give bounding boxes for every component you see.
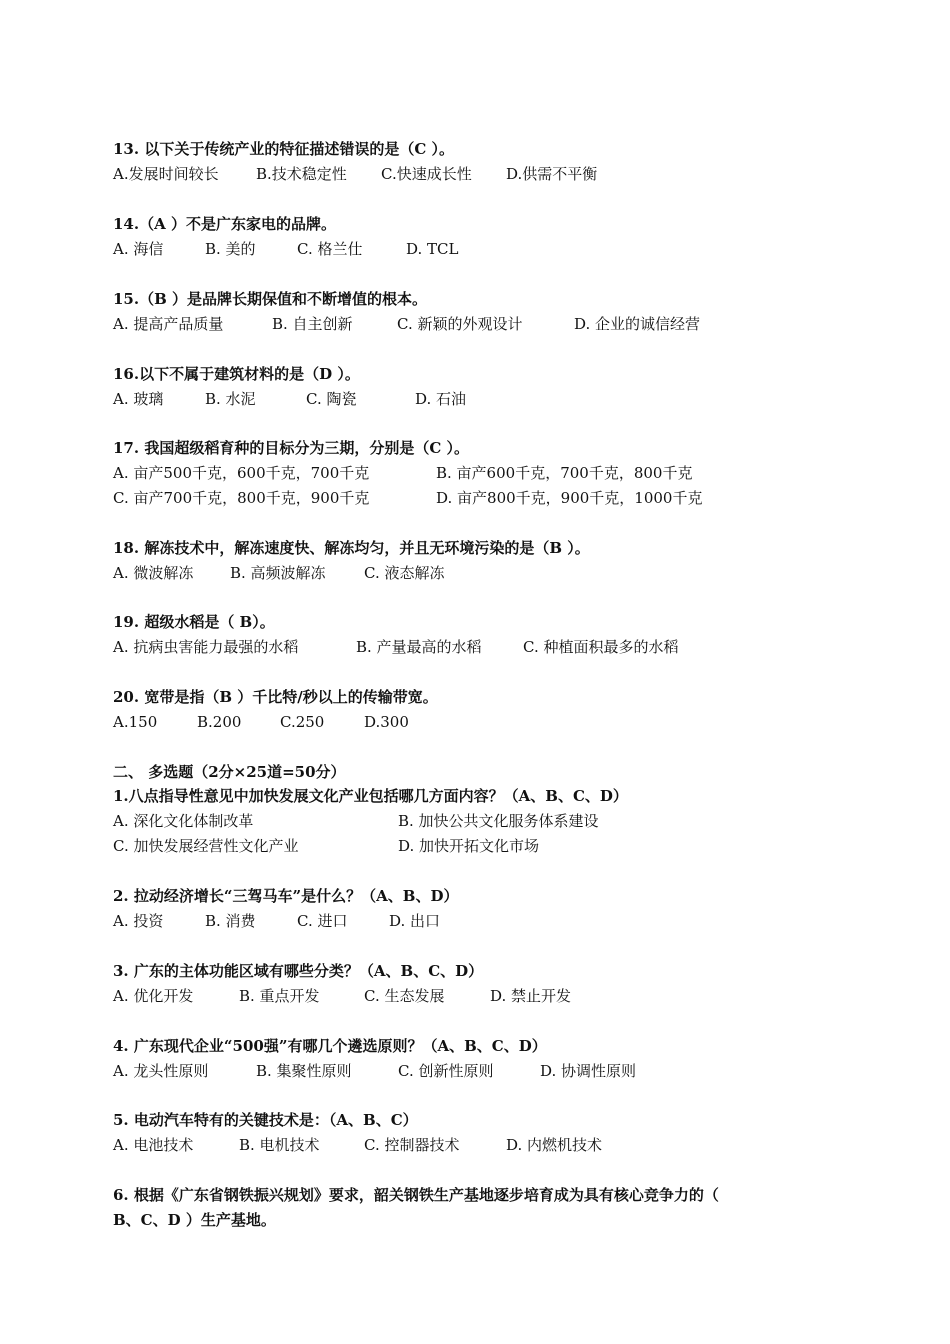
multi-question-1-option-d: D. 加快开拓文化市场 (398, 837, 540, 855)
question-17-option-a: A. 亩产500千克，600千克，700千克 (113, 464, 370, 482)
question-16-option-d: D. 石油 (415, 390, 467, 408)
question-15-option-a: A. 提高产品质量 (113, 315, 224, 333)
question-14-option-b: B. 美的 (205, 240, 256, 258)
multi-question-2-stem: 2. 拉动经济增长“三驾马车”是什么？（A、B、D） (113, 887, 459, 905)
question-16-stem: 16.以下不属于建筑材料的是（D ）。 (113, 365, 360, 383)
question-17-stem: 17. 我国超级稻育种的目标分为三期，分别是（C ）。 (113, 439, 469, 457)
question-16-option-b: B. 水泥 (205, 390, 256, 408)
question-16-option-c: C. 陶瓷 (306, 390, 357, 408)
question-17-option-d: D. 亩产800千克，900千克，1000千克 (436, 489, 703, 507)
multi-question-5-stem: 5. 电动汽车特有的关键技术是：（A、B、C） (113, 1111, 418, 1129)
question-20-option-a: A.150 (113, 713, 158, 731)
multi-question-3-stem: 3. 广东的主体功能区域有哪些分类？（A、B、C、D） (113, 962, 484, 980)
question-20-option-c: C.250 (280, 713, 325, 731)
question-20-stem: 20. 宽带是指（B ）千比特/秒以上的传输带宽。 (113, 688, 438, 706)
question-15-option-c: C. 新颖的外观设计 (397, 315, 523, 333)
multi-question-5-option-c: C. 控制器技术 (364, 1136, 460, 1154)
multi-question-4-option-b: B. 集聚性原则 (256, 1062, 352, 1080)
multi-question-4-stem: 4. 广东现代企业“500强”有哪几个遴选原则？（A、B、C、D） (113, 1037, 547, 1055)
question-15-stem: 15.（B ）是品牌长期保值和不断增值的根本。 (113, 290, 427, 308)
question-16-option-a: A. 玻璃 (113, 390, 164, 408)
multi-question-4-option-a: A. 龙头性原则 (113, 1062, 209, 1080)
multi-question-1-option-b: B. 加快公共文化服务体系建设 (398, 812, 599, 830)
multi-question-2-option-b: B. 消费 (205, 912, 256, 930)
question-18-option-a: A. 微波解冻 (113, 564, 194, 582)
question-18-stem: 18. 解冻技术中，解冻速度快、解冻均匀，并且无环境污染的是（B ）。 (113, 539, 590, 557)
question-13-option-c: C.快速成长性 (381, 165, 472, 183)
question-15-option-d: D. 企业的诚信经营 (574, 315, 701, 333)
question-14-option-a: A. 海信 (113, 240, 164, 258)
question-18-option-c: C. 液态解冻 (364, 564, 445, 582)
multi-question-3-option-d: D. 禁止开发 (490, 987, 572, 1005)
multi-question-1-option-c: C. 加快发展经营性文化产业 (113, 837, 299, 855)
multi-question-3-option-c: C. 生态发展 (364, 987, 445, 1005)
multi-question-1-option-a: A. 深化文化体制改革 (113, 812, 254, 830)
question-13-option-a: A.发展时间较长 (113, 165, 219, 183)
multi-question-2-option-d: D. 出口 (389, 912, 441, 930)
multi-question-4-option-c: C. 创新性原则 (398, 1062, 494, 1080)
multi-question-3-option-a: A. 优化开发 (113, 987, 194, 1005)
multi-question-2-option-c: C. 进口 (297, 912, 348, 930)
section-2-heading: 二、 多选题（2分×25道=50分） (113, 763, 346, 781)
multi-question-4-option-d: D. 协调性原则 (540, 1062, 637, 1080)
multi-question-5-option-a: A. 电池技术 (113, 1136, 194, 1154)
multi-question-6-stem-line-1: 6. 根据《广东省钢铁振兴规划》要求，韶关钢铁生产基地逐步培育成为具有核心竞争力的（ (113, 1186, 719, 1204)
question-19-option-a: A. 抗病虫害能力最强的水稻 (113, 638, 299, 656)
multi-question-3-option-b: B. 重点开发 (239, 987, 320, 1005)
question-13-option-d: D.供需不平衡 (506, 165, 598, 183)
question-17-option-c: C. 亩产700千克，800千克，900千克 (113, 489, 370, 507)
multi-question-5-option-b: B. 电机技术 (239, 1136, 320, 1154)
question-19-stem: 19. 超级水稻是（ B）。 (113, 613, 275, 631)
question-20-option-d: D.300 (364, 713, 409, 731)
question-13-option-b: B.技术稳定性 (256, 165, 347, 183)
multi-question-6-stem-line-2: B、C、D ）生产基地。 (113, 1211, 276, 1229)
multi-question-5-option-d: D. 内燃机技术 (506, 1136, 603, 1154)
question-15-option-b: B. 自主创新 (272, 315, 353, 333)
multi-question-1-stem: 1.八点指导性意见中加快发展文化产业包括哪几方面内容？（A、B、C、D） (113, 787, 628, 805)
question-19-option-c: C. 种植面积最多的水稻 (523, 638, 679, 656)
multi-question-2-option-a: A. 投资 (113, 912, 164, 930)
question-14-stem: 14.（A ）不是广东家电的品牌。 (113, 215, 336, 233)
question-14-option-c: C. 格兰仕 (297, 240, 363, 258)
question-19-option-b: B. 产量最高的水稻 (356, 638, 482, 656)
question-17-option-b: B. 亩产600千克，700千克，800千克 (436, 464, 693, 482)
question-18-option-b: B. 高频波解冻 (230, 564, 326, 582)
question-20-option-b: B.200 (197, 713, 242, 731)
question-14-option-d: D. TCL (406, 240, 459, 258)
question-13-stem: 13. 以下关于传统产业的特征描述错误的是（C ）。 (113, 140, 454, 158)
